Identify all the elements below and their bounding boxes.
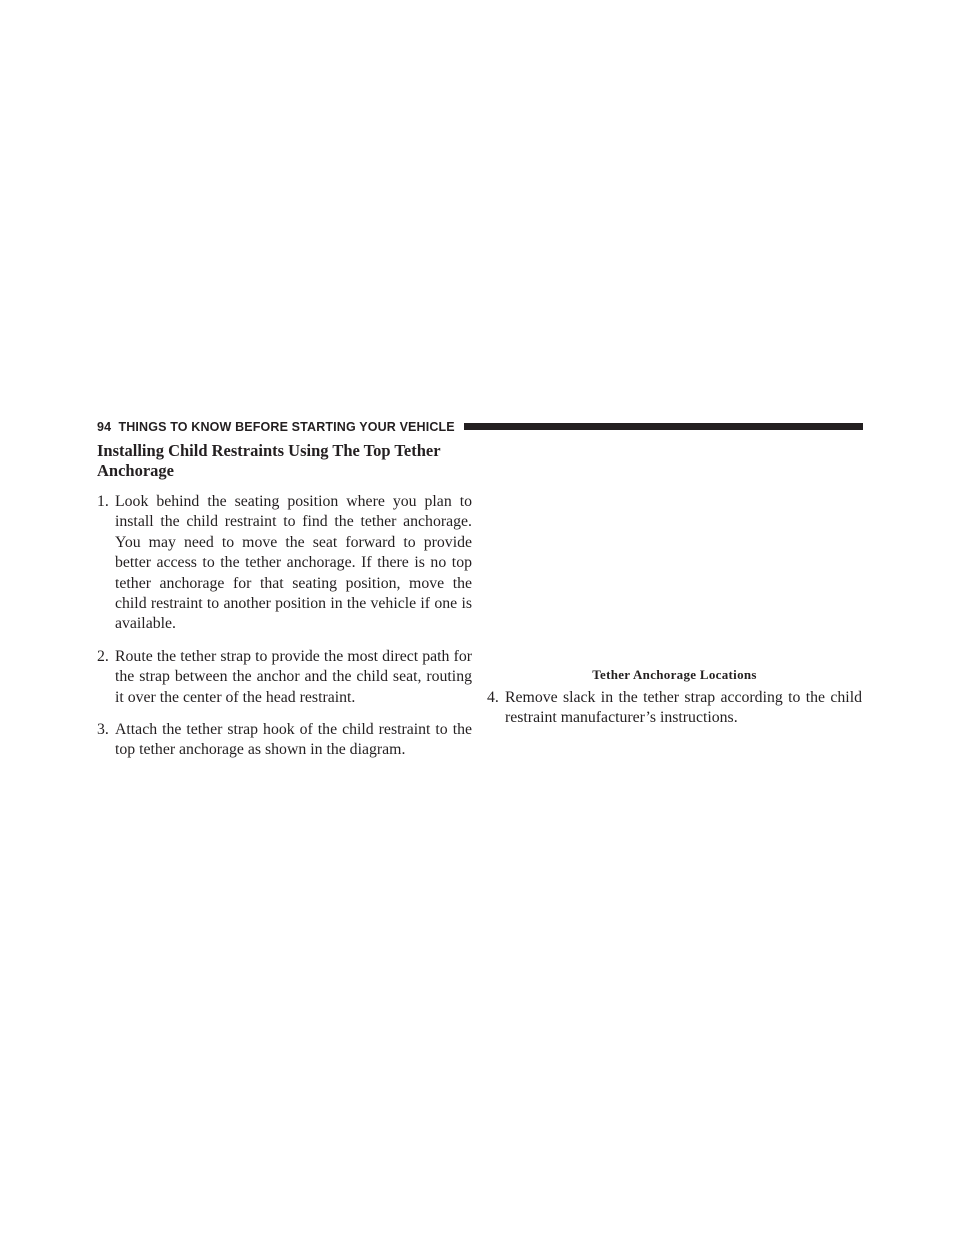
step-text: Attach the tether strap hook of the child restraint to the top tether anchorage as shown in the diagram. <box>115 721 472 759</box>
running-header <box>97 419 863 435</box>
left-column <box>97 441 472 773</box>
step-text: Remove slack in the tether strap according to the child restraint manufacturer’s instructions. <box>505 689 862 727</box>
right-column <box>487 688 862 741</box>
step-text: Route the tether strap to provide the most direct path for the strap between the anchor and the child seat, routing it over the center of the head restraint. <box>115 647 472 706</box>
step-number: 4. <box>487 689 499 706</box>
step-2 <box>97 647 472 708</box>
section-title: THINGS TO KNOW BEFORE STARTING YOUR VEHICLE <box>118 420 455 434</box>
figure-area <box>487 441 862 663</box>
header-label <box>97 419 455 435</box>
header-rule <box>464 423 863 430</box>
step-text: Look behind the seating position where you plan to install the child restraint to find the tether anchorage. You may need to move the seat forward to provide better access to the tether anchorage. If there is no top tether anchorage for that seating position, move the child restraint to another position in the vehicle if one is available. <box>115 493 472 633</box>
step-number: 2. <box>97 647 109 665</box>
step-number: 1. <box>97 493 109 510</box>
page-heading: Installing Child Restraints Using The Top Tether Anchorage <box>97 441 441 480</box>
step-4 <box>487 688 862 729</box>
step-3 <box>97 720 472 761</box>
page-number: 94 <box>97 420 112 434</box>
step-1 <box>97 492 472 635</box>
step-number: 3. <box>97 721 109 739</box>
figure-caption: Tether Anchorage Locations <box>592 667 757 682</box>
